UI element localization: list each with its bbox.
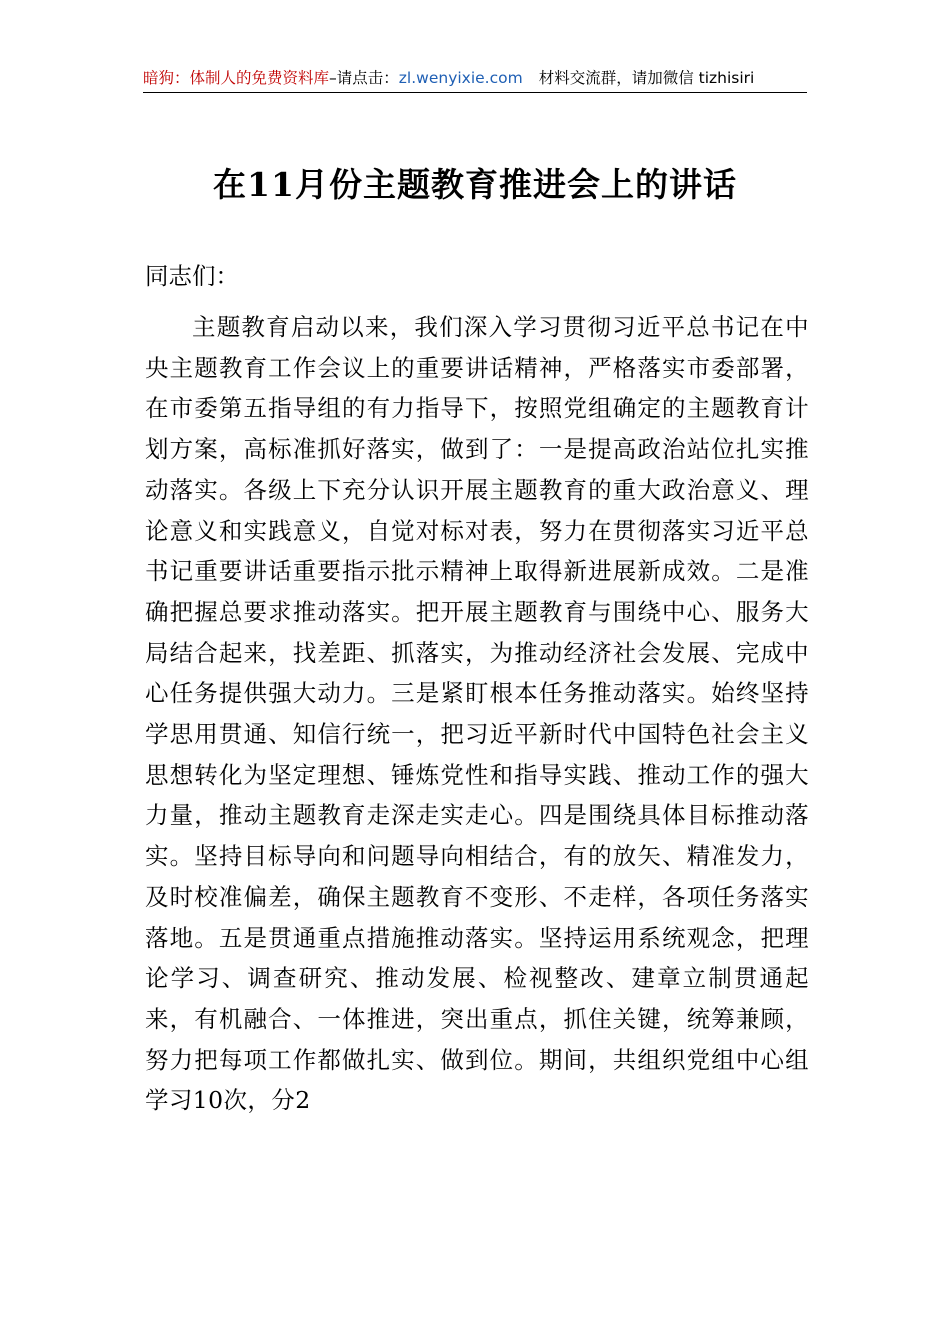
document-paragraph: 主题教育启动以来，我们深入学习贯彻习近平总书记在中央主题教育工作会议上的重要讲话精神，严格落实市委部署，在市委第五指导组的有力指导下，按照党组确定的主题教育计划方案，高标准抓好落实，做到了：一是提高政治站位扎实推动落实。各级上下充分认识开展主题教育的重大政治意义、理论意义和实践意义，自觉对标对表，努力在贯彻落实习近平总书记重要讲话重要指示批示精神上取得新进展新成效。二是准确把握总要求推动落实。把开展主题教育与围绕中心、服务大局结合起来，找差距、抓落实，为推动经济社会发展、完成中心任务提供强大动力。三是紧盯根本任务推动落实。始终坚持学思用贯通、知信行统一，把习近平新时代中国特色社会主义思想转化为坚定理想、锤炼党性和指导实践、推动工作的强大力量，推动主题教育走深走实走心。四是围绕具体目标推动落实。坚持目标导向和问题导向相结合，有的放矢、精准发力，及时校准偏差，确保主题教育不变形、不走样，各项任务落实落地。五是贯通重点措施推动落实。坚持运用系统观念，把理论学习、调查研究、推动发展、检视整改、建章立制贯通起来，有机融合、一体推进，突出重点，抓住关键，统筹兼顾，努力把每项工作都做扎实、做到位。期间，共组织党组中心组学习10次，分2 — [145, 313, 809, 1115]
header-click-prompt: –请点击： — [329, 69, 399, 87]
page-header — [143, 66, 807, 93]
document-greeting: 同志们： — [145, 262, 239, 290]
header-brand: 暗狗：体制人的免费资料库 — [143, 69, 330, 87]
header-link[interactable]: zl.wenyixie.com — [398, 69, 523, 87]
document-title: 在11月份主题教育推进会上的讲话 — [213, 165, 737, 204]
header-wechat-note: 材料交流群，请加微信 tizhisiri — [538, 69, 755, 87]
